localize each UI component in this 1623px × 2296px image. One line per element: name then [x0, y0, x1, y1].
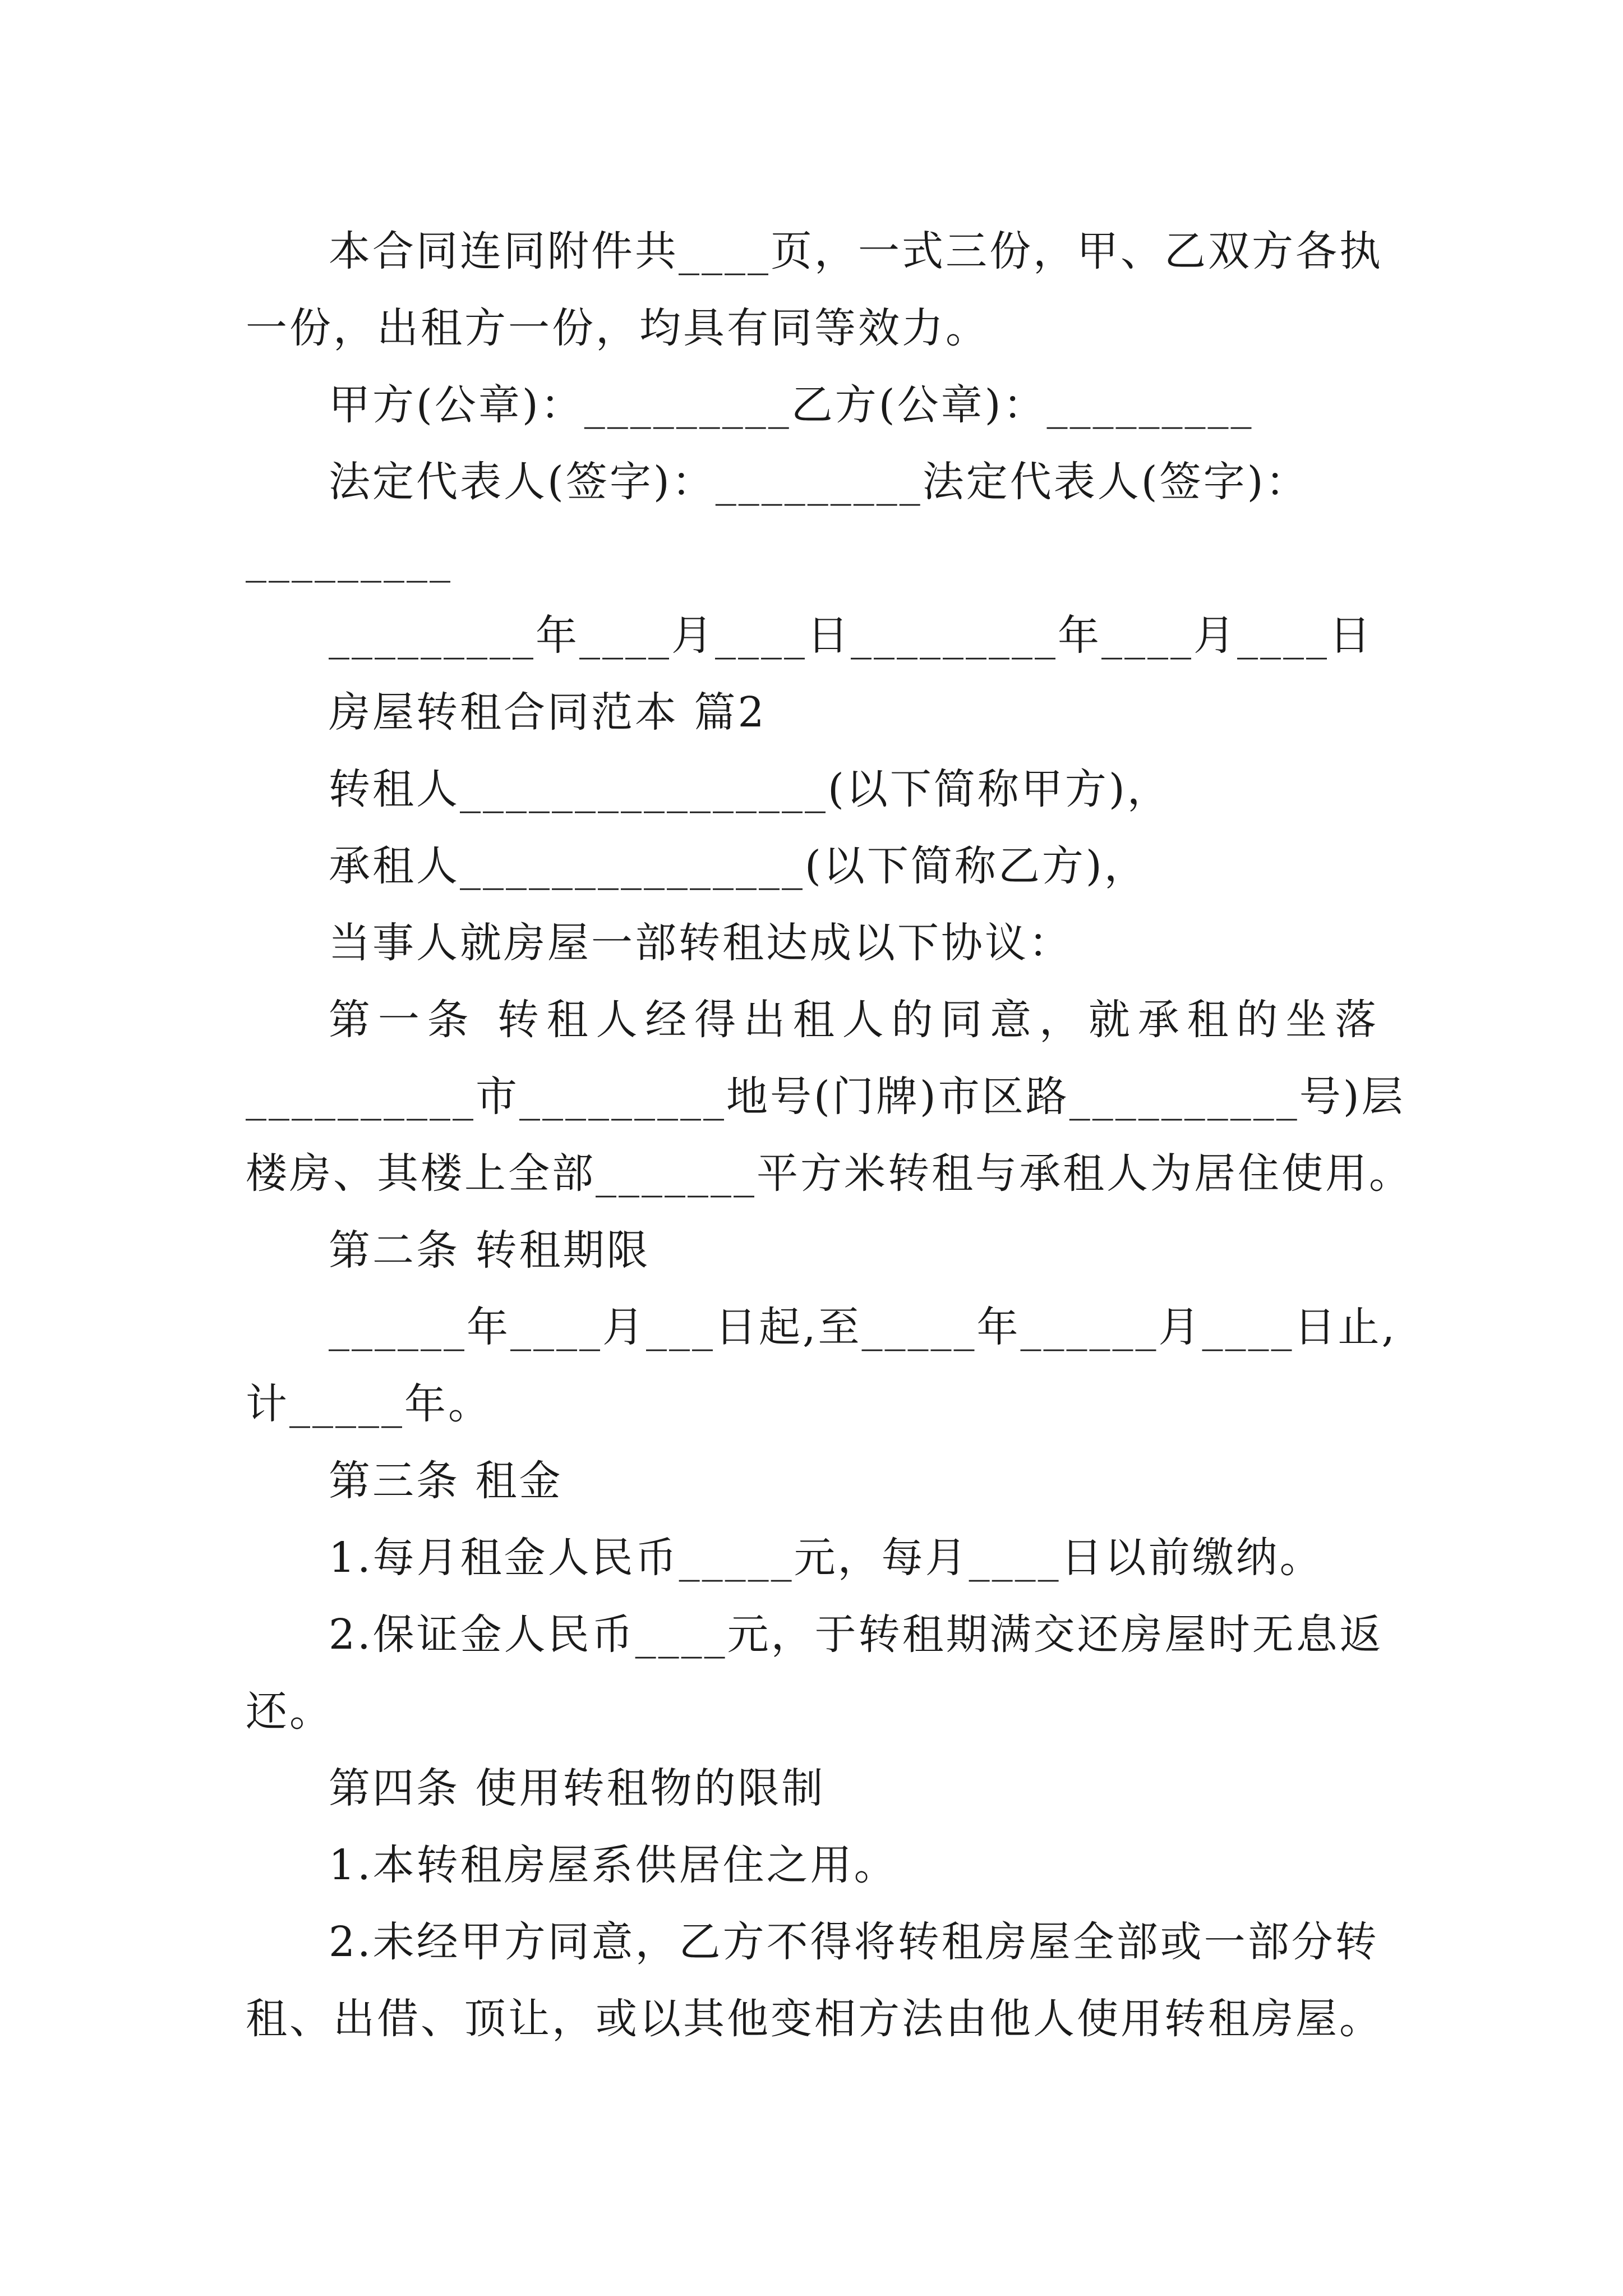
paragraph-line: 计_____年。 [246, 1380, 492, 1428]
paragraph-line: 2.未经甲方同意，乙方不得将转租房屋全部或一部分转 [329, 1918, 1379, 1966]
article-1-title: 第一条 转租人经得出租人的同意，就承租的坐落 [329, 996, 1378, 1044]
paragraph-line: 租、出借、顶让，或以其他变相方法由他人使用转租房屋。 [246, 1995, 1383, 2043]
party-sublessee: 承租人_______________(以下简称乙方)， [329, 842, 1148, 890]
date-line: _________年____月____日_________年____月____日 [329, 611, 1373, 660]
signature-line-seal: 甲方(公章)：_________乙方(公章)：_________ [329, 381, 1254, 429]
party-sublessor: 转租人________________(以下简称甲方)， [329, 765, 1171, 813]
paragraph-line: __________市_________地号(门牌)市区路__________号)层 [246, 1073, 1405, 1121]
paragraph-line: 楼房、其楼上全部_______平方米转租与承租人为居住使用。 [246, 1149, 1413, 1198]
paragraph-line: 当事人就房屋一部转租达成以下协议： [329, 919, 1072, 967]
paragraph-line: 还。 [246, 1687, 333, 1736]
signature-line-representative: 法定代表人(签字)：_________法定代表人(签字)： [329, 458, 1310, 506]
article-2-title: 第二条 转租期限 [329, 1226, 651, 1274]
article-4-title: 第四条 使用转租物的限制 [329, 1764, 826, 1812]
paragraph-line: ______年____月___日起,至_____年______月____日止, [329, 1303, 1398, 1351]
paragraph-line: 2.保证金人民币____元，于转租期满交还房屋时无息返 [329, 1611, 1384, 1659]
paragraph-line: 1.本转租房屋系供居住之用。 [329, 1841, 898, 1889]
paragraph-line: 一份，出租方一份，均具有同等效力。 [246, 304, 989, 352]
signature-blank: _________ [246, 535, 453, 583]
paragraph-line: 本合同连同附件共____页，一式三份，甲、乙双方各执 [329, 227, 1383, 275]
section-title: 房屋转租合同范本 篇2 [329, 688, 767, 737]
article-3-title: 第三条 租金 [329, 1457, 563, 1505]
document-body [246, 213, 1413, 2058]
paragraph-line: 1.每月租金人民币_____元，每月____日以前缴纳。 [329, 1534, 1324, 1582]
